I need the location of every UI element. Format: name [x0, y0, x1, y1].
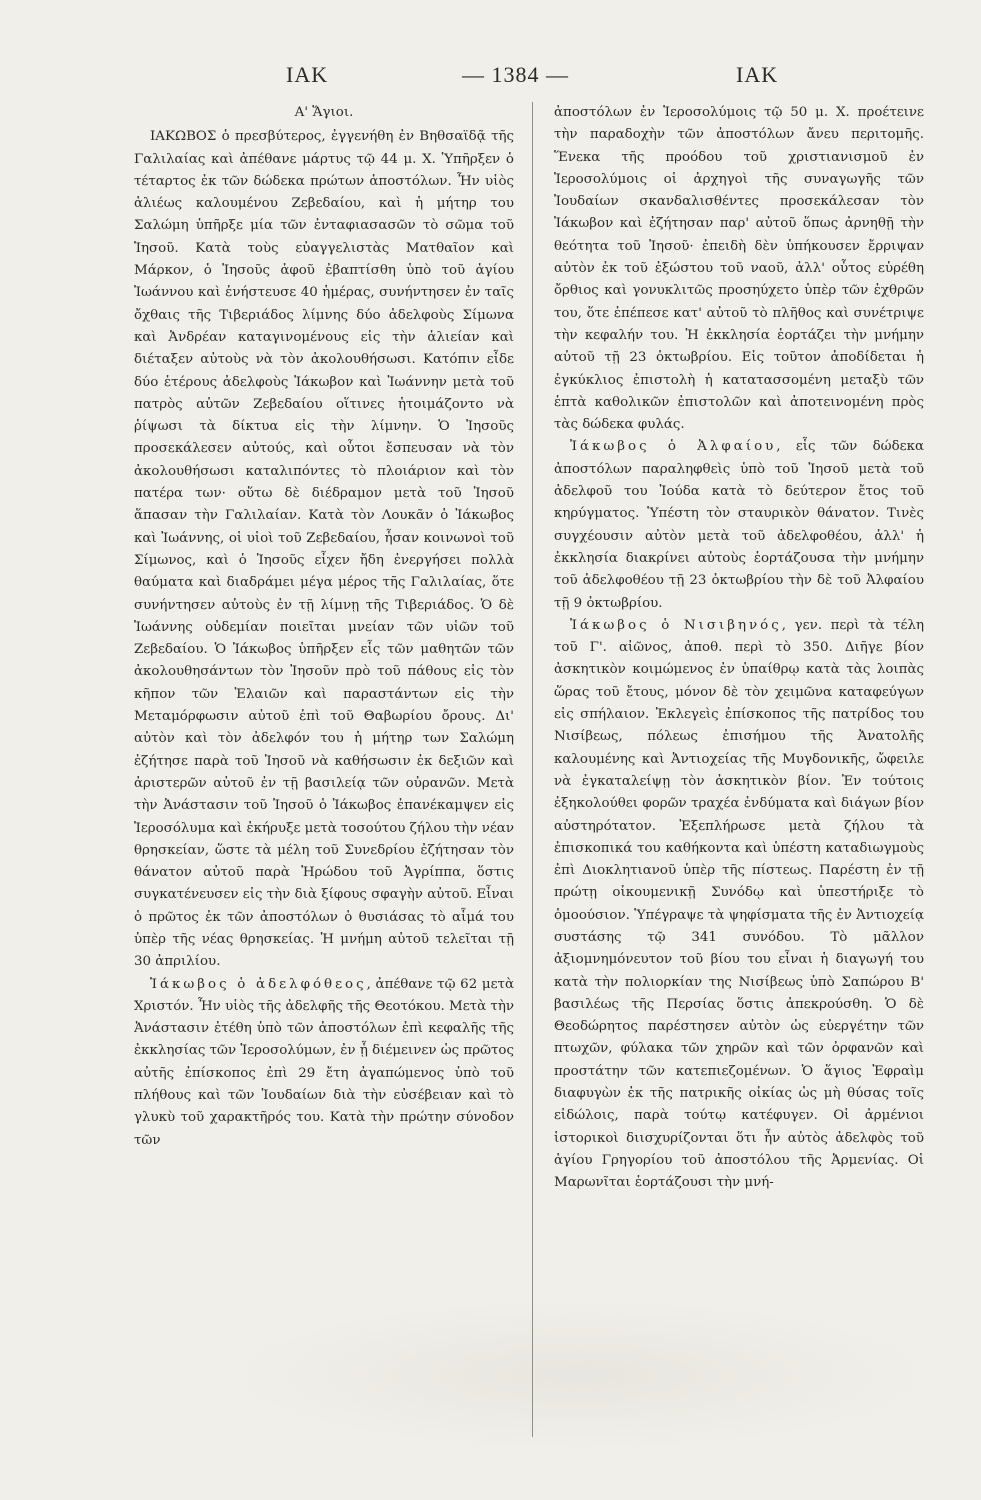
running-head	[140, 62, 840, 92]
header-right-keyword: ΙΑΚ	[736, 62, 779, 87]
entry-iakovos-alfaiou	[554, 436, 924, 614]
entry-continuation: ἀποστόλων ἐν Ἱεροσολύμοις τῷ 50 μ. Χ. προέτεινε τὴν παραδοχὴν τῶν ἀποστόλων ἄνευ περιτομῆς. Ἕνεκα τῆς προόδου τοῦ χριστιανισμοῦ ἐν Ἱεροσολύμοις οἱ ἀρχηγοὶ τῆς συναγωγῆς τῶν Ἰουδαίων σκανδαλισθέντες προσεκάλεσαν τὸν Ἰάκωβον καὶ ἐζήτησαν παρ' αὐτοῦ ὅπως ἀρνηθῇ τὴν θεότητα τοῦ Ἰησοῦ· ἐπειδὴ δὲν ὑπήκουσεν ἔρριψαν αὐτὸν ἐκ τοῦ ἐξώστου τοῦ ναοῦ, ἀλλ' οὗτος εὑρέθη ὄρθιος καὶ γονυκλιτῶς προσηύχετο ὑπὲρ τῶν ἐχθρῶν του, ὅτε ἐπέπεσε κατ' αὐτοῦ τὸ πλῆθος καὶ συνέτριψε τὴν κεφαλήν του. Ἡ ἐκκλησία ἑορτάζει τὴν μνήμην αὐτοῦ τῇ 23 ὀκτωβρίου. Εἰς τοῦτον ἀποδίδεται ἡ ἐγκύκλιος ἐπιστολὴ ἡ κατατασσομένη μεταξὺ τῶν ἑπτὰ καθολικῶν ἐπιστολῶν καὶ ἀποτεινομένη πρὸς τὰς δώδεκα φυλάς.	[554, 105, 924, 433]
section-heading: Α' Ἅγιοι.	[294, 105, 354, 120]
right-column	[554, 102, 924, 1452]
entry-body: , γεν. περὶ τὰ τέλη τοῦ Γ'. αἰῶνος, ἀποθ. περὶ τὸ 350. Διῆγε βίον ἀσκητικὸν κοιμώμενος ἐν ὑπαίθρῳ κατὰ τὰς λοιπὰς ὥρας τοῦ ἔτους, μόνον δὲ τὸν χειμῶνα καταφεύγων εἰς σπήλαιον. Ἐκλεγεὶς ἐπίσκοπος τῆς πατρίδος του Νισίβεως, πόλεως ἐπισήμου τῆς Ἀνατολῆς καλουμένης καὶ Ἀντιοχείας τῆς Μυγδονικῆς, ὤφειλε νὰ ἐγκαταλείψῃ τὸν ἀσκητικὸν βίον. Ἐν τούτοις ἐξηκολούθει φορῶν τραχέα ἐνδύματα καὶ διάγων βίον αὐστηρότατον. Ἐξεπλήρωσε μετὰ ζήλου τὰ ἐπισκοπικά του καθήκοντα καὶ ὑπέστη καταδιωγμοὺς ἐπὶ Διοκλητιανοῦ ὑπὲρ τῆς πίστεως. Παρέστη ἐν τῇ πρώτῃ οἰκουμενικῇ Συνόδῳ καὶ ὑπεστήριξε τὸ ὁμοούσιον. Ὑπέγραψε τὰ ψηφίσματα τῆς ἐν Ἀντιοχείᾳ συστάσης τῷ 341 συνόδου. Τὸ μᾶλλον ἀξιομνημόνευτον τοῦ βίου του εἶναι ἡ διαγωγή του κατὰ τὴν πολιορκίαν της Νισίβεως ὑπὸ Σαπώρου Β' βασιλέως τῆς Περσίας ὅστις ἀπεκρούσθη. Ὁ δὲ Θεοδώρητος παρέστησεν αὐτὸν ὡς εὐεργέτην τῶν πτωχῶν, φύλακα τῶν χηρῶν καὶ τῶν ὀρφανῶν καὶ προστάτην τῶν κατεπιεζομένων. Ὁ ἅγιος Ἐφραὶμ διαφυγὼν ἐκ τῆς πατρικῆς οἰκίας ὡς μὴ θύσας τοῖς εἰδώλοις, παρὰ τούτῳ κατέφυγεν. Οἱ ἀρμένιοι ἱστορικοὶ διισχυρίζονται ὅτι ἦν αὐτὸς ἀδελφὸς τοῦ ἁγίου Γρηγορίου τοῦ ἀποστόλου τῆς Ἀρμενίας. Οἱ Μαρωνῖται ἑορτάζουσι τὴν μνή-	[554, 617, 924, 1191]
entry-iakovos-adelfotheos	[134, 974, 514, 1152]
entry-headword: Ἰάκωβος ὁ Νισιβηνός	[570, 617, 782, 633]
entry-iakovos-presvyteros: ΙΑΚΩΒΟΣ ὁ πρεσβύτερος, ἐγγενήθη ἐν Βηθσαϊδᾷ τῆς Γαλιλαίας καὶ ἀπέθανε μάρτυς τῷ 44 μ. Χ. Ὑπῆρξεν ὁ τέταρτος ἐκ τῶν δώδεκα πρώτων ἀποστόλων. Ἦν υἱὸς ἁλιέως καλουμένου Ζεβεδαίου, καὶ ἡ μήτηρ του Σαλώμη ὑπῆρξε μία τῶν ἐνταφιασασῶν τὸ σῶμα τοῦ Ἰησοῦ. Κατὰ τοὺς εὐαγγελιστὰς Ματθαῖον καὶ Μάρκον, ὁ Ἰησοῦς ἀφοῦ ἐβαπτίσθη ὑπὸ τοῦ ἁγίου Ἰωάννου καὶ ἐνήστευσε 40 ἡμέρας, συνήντησεν ἐν ταῖς ὄχθαις τῆς Τιβεριάδος λίμνης δύο ἀδελφοὺς Σίμωνα καὶ Ἀνδρέαν καταγινομένους εἰς τὴν ἁλιείαν καὶ διέταξεν αὐτοὺς νὰ τὸν ἀκολουθήσωσι. Κατόπιν εἶδε δύο ἑτέρους ἀδελφοὺς Ἰάκωβον καὶ Ἰωάννην μετὰ τοῦ πατρὸς αὐτῶν Ζεβεδαίου οἵτινες ἡτοιμάζοντο νὰ ῥίψωσι τὰ δίκτυα εἰς τὴν λίμνην. Ὁ Ἰησοῦς προσεκάλεσεν αὐτούς, καὶ οὗτοι ἔσπευσαν νὰ τὸν ἀκολουθήσωσι καταλιπόντες τὸ πλοιάριον καὶ τὸν πατέρα των· οὕτω δὲ διέδραμον μετὰ τοῦ Ἰησοῦ ἅπασαν τὴν Γαλιλαίαν. Κατὰ τὸν Λουκᾶν ὁ Ἰάκωβος καὶ Ἰωάννης, οἱ υἱοὶ τοῦ Ζεβεδαίου, ἦσαν κοινωνοὶ τοῦ Σίμωνος, καὶ ὁ Ἰησοῦς εἶχεν ἤδη ἐνεργήσει πολλὰ θαύματα καὶ διαδράμει μέγα μέρος τῆς Γαλιλαίας, ὅτε συνήντησεν αὐτοὺς ἐν τῇ λίμνῃ τῆς Τιβεριάδος. Ὁ δὲ Ἰωάννης οὐδεμίαν ποιεῖται μνείαν τῶν υἱῶν τοῦ Ζεβεδαίου. Ὁ Ἰάκωβος ὑπῆρξεν εἷς τῶν μαθητῶν τῶν ἀκολουθησάντων τὸν Ἰησοῦν πρὸ τοῦ πάθους εἰς τὸν κῆπον τῶν Ἐλαιῶν καὶ παραστάντων εἰς τὴν Μεταμόρφωσιν αὐτοῦ ἐπὶ τοῦ Θαβωρίου ὄρους. Δι' αὐτὸν καὶ τὸν ἀδελφόν του ἡ μήτηρ των Σαλώμη ἐζήτησε παρὰ τοῦ Ἰησοῦ νὰ καθήσωσιν ἐκ δεξιῶν καὶ ἀριστερῶν αὐτοῦ ἐν τῇ βασιλείᾳ τῶν οὐρανῶν. Μετὰ τὴν Ἀνάστασιν τοῦ Ἰησοῦ ὁ Ἰάκωβος ἐπανέκαμψεν εἰς Ἱεροσόλυμα καὶ ἐκήρυξε μετὰ τοσούτου ζήλου τὴν νέαν θρησκείαν, ὥστε τὰ μέλη τοῦ Συνεδρίου ἐζήτησαν τὸν θάνατον αὐτοῦ παρὰ Ἡρώδου τοῦ Ἀγρίππα, ὅστις συγκατένευσεν εἰς τὴν διὰ ξίφους σφαγὴν αὐτοῦ. Εἶναι ὁ πρῶτος ἐκ τῶν ἀποστόλων ὁ θυσιάσας τὸ αἷμά του ὑπὲρ τῆς νέας θρησκείας. Ἡ μνήμη αὐτοῦ τελεῖται τῇ 30 ἀπριλίου.	[134, 129, 514, 970]
entry-headword: Ἰάκωβος ὁ ἀδελφόθεος	[150, 976, 367, 992]
header-left-keyword: ΙΑΚ	[286, 62, 329, 87]
entry-headword: Ἰάκωβος ὁ Ἀλφαίου	[570, 439, 777, 455]
column-divider	[532, 102, 533, 1437]
entry-iakovos-nisivinos	[554, 615, 924, 1195]
entry-body: , ἀπέθανε τῷ 62 μετὰ Χριστόν. Ἦν υἱὸς τῆς ἀδελφῆς τῆς Θεοτόκου. Μετὰ τὴν Ἀνάστασιν ἐτέθη ὑπὸ τῶν ἀποστόλων ἐπὶ κεφαλῆς τῆς ἐκκλησίας τῶν Ἱεροσολύμων, ἐν ᾗ διέμεινεν ὡς πρῶτος αὐτῆς ἐπίσκοπος ἐπὶ 29 ἔτη ἀγαπώμενος ὑπὸ τοῦ πλήθους καὶ τῶν Ἰουδαίων διὰ τὴν εὐσέβειαν καὶ τὸ γλυκὺ τοῦ χαρακτῆρός του. Κατὰ τὴν πρώτην σύνοδον τῶν	[134, 976, 514, 1148]
entry-body: , εἷς τῶν δώδεκα ἀποστόλων παραληφθεὶς ὑπὸ τοῦ Ἰησοῦ μετὰ τοῦ ἀδελφοῦ του Ἰούδα κατὰ τὸ δεύτερον ἔτος τοῦ κηρύγματος. Ὑπέστη τὸν σταυρικὸν θάνατον. Τινὲς συγχέουσιν αὐτὸν μετὰ τοῦ ἀδελφοθέου, ἀλλ' ἡ ἐκκλησία διακρίνει αὐτοὺς ἑορτάζουσα τὴν μνήμην τοῦ ἀδελφοθέου τῇ 23 ὀκτωβρίου τὴν δὲ τοῦ Ἀλφαίου τῇ 9 ὀκτωβρίου.	[554, 439, 924, 611]
left-column	[134, 102, 514, 1452]
page-number: — 1384 —	[462, 62, 569, 87]
